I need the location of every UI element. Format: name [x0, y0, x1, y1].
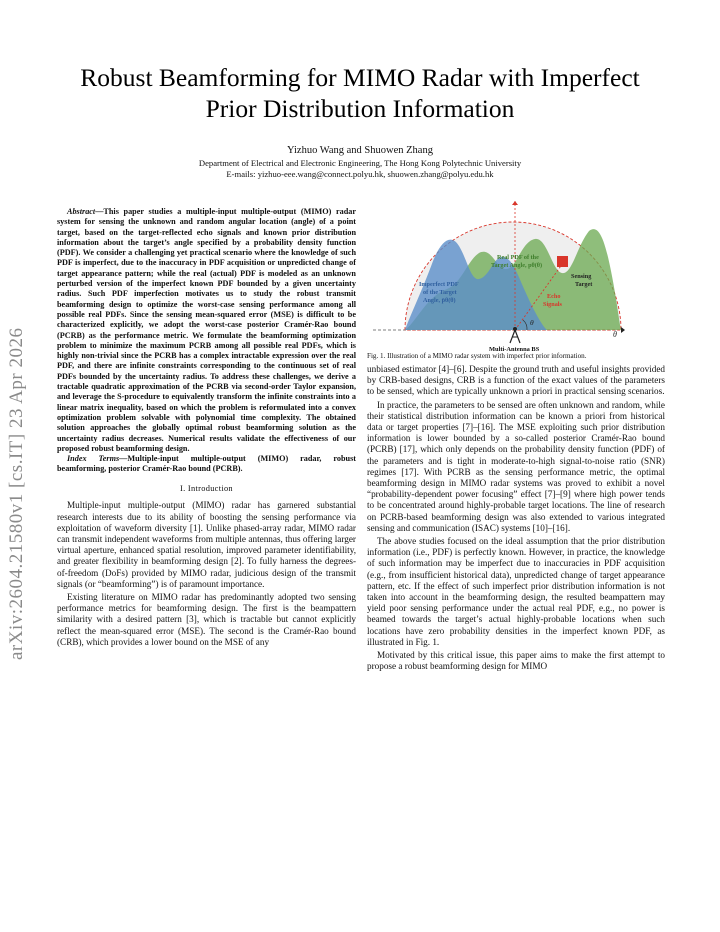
vertical-axis-arrow-icon: [512, 201, 518, 205]
echo-signals-label: Echo: [547, 293, 561, 300]
real-pdf-label: Real PDF of the: [497, 254, 539, 261]
figure-1: [367, 201, 665, 351]
index-terms-text: —Multiple-input multiple-output (MIMO) radar, robust beamforming, posterior Cramér-Rao bound (PCRB).: [57, 454, 357, 474]
arxiv-identifier: arXiv:2604.21580v1 [cs.IT] 23 Apr 2026: [6, 327, 27, 660]
abstract-text: —This paper studies a multiple-input multiple-output (MIMO) radar system for sensing the unknown and random angular location (angle) of a point target, based on the target-reflected echo signals and known prior distribution information about the target’s angle specified by a probability density function (PDF). We consider a challenging yet practical scenario where the knowledge of such PDF is imperfect, due to the inaccuracy in PDF acquisition or unpredicted change of target appearance pattern; while the real (actual) PDF is modeled as an unknown perturbed version of the imperfect known PDF bounded by a given uncertainty radius. Such PDF imperfection motivates us to study the robust transmit beamforming design to optimize the worst-case sensing performance among all possible real PDFs. Since the sensing mean-squared error (MSE) is difficult to be characterized explicitly, we adopt the worst-case posterior Cramér-Rao bound (PCRB) as the performance metric. We formulate the beamforming optimization problem to minimize the maximum PCRB among all possible real PDFs, which is highly non-trivial since the PCRB has a complex intractable expression over the real PDF, and there are infinite constraints corresponding to the continuous set of real PDFs bounded by the uncertainty radius. To address these challenges, we derive a tractable quadratic approximation of the PCRB via second-order Taylor expansion, and leverage the S-procedure to equivalently transform the infinite constraints into a linear matrix inequality, based on which the problem is reformulated into a convex optimization problem solvable with polynomial time complexity. The obtained solution approaches the globally optimal robust beamforming solution as the uncertainty radius decreases. Numerical results validate the effectiveness of our proposed robust beamforming design.: [57, 207, 356, 453]
right-paragraph-1: In practice, the parameters to be sensed are often unknown and random, while their statistical distribution information can be known a priori from historical data or target properties [7]–[16]. The MSE exploiting such prior distribution information is lower bounded by a so-called posterior Cramér-Rao bound (PCRB) [17], which only depends on the probability density function (PDF) of the parameters and is tight in moderate-to-high signal-to-noise ratio (SNR) regimes [17]. With PCRB as the sensing performance metric, the optimal beamforming design in MIMO radar systems was proved to exhibit a novel “probability-dependent power focusing” effect [7]–[9] where high power tends to be concentrated around highly-probable target locations. The line of research on PCRB-based beamforming design was also extended to various integrated sensing and communication (ISAC) systems [10]–[16].: [367, 399, 665, 533]
right-paragraph-3: Motivated by this critical issue, this paper aims to make the first attempt to propose a robust beamforming design for MIMO: [367, 650, 665, 672]
figure-1-illustration: [367, 201, 665, 351]
sensing-target-label-2: Target: [575, 281, 593, 288]
imperfect-pdf-label-2: of the Target: [423, 289, 457, 296]
sensing-target-icon: [557, 256, 568, 267]
abstract: [57, 207, 356, 454]
horizontal-axis-arrow-icon: [621, 327, 625, 333]
theta-axis-label: θ: [613, 330, 617, 339]
section-heading-introduction: I. Introduction: [180, 483, 233, 493]
intro-paragraph-1: Multiple-input multiple-output (MIMO) radar has garnered substantial research interests due to its ability of boosting the sensing performance via exploitation of waveform diversity [1]. Unlike phased-array radar, MIMO radar can transmit independent waveforms from multiple antennas, thus offering larger virtual aperture, enhanced spatial resolution, improved parameter identifiability, and greater flexibility in beamforming design [2]. To fully harness the degrees-of-freedom (DoFs) provided by MIMO radar, judicious design of the transmit signals (or “beamforming”) is of paramount importance.: [57, 500, 356, 589]
right-paragraph-2: The above studies focused on the ideal assumption that the prior distribution information (i.e., PDF) is perfectly known. However, in practice, the knowledge of such information may be imperfect due to inaccuracies in PDF acquisition (e.g., from insufficient historical data), unpredicted change of target appearance pattern, etc. If the effect of such imperfect prior distribution information is not taken into account in the beamforming design, the resulted beampattern may yield poor sensing performance under the actual real PDF, e.g., no power is beamed towards the target’s actual highly-probable locations when such locations have zero probability densities in the imperfect known PDF, as illustrated in Fig. 1.: [367, 536, 665, 647]
intro-paragraph-2: Existing literature on MIMO radar has predominantly adopted two sensing performance metrics for beamforming design. The first is the beampattern similarity with a desired pattern [3], which is tractable but cannot explicitly reflect the mean-squared error (MSE). The second is the Cramér-Rao bound (CRB), which provides a lower bound on the MSE of any: [57, 591, 356, 647]
imperfect-pdf-label-3: Angle, p̄θ(θ): [423, 297, 456, 304]
base-station-label: Multi-Antenna BS: [489, 346, 540, 351]
author-emails: E-mails: yizhuo-eee.wang@connect.polyu.hk, shuowen.zhang@polyu.edu.hk: [226, 168, 494, 179]
echo-signals-label-2: Signals: [543, 301, 562, 308]
sensing-target-label: Sensing: [571, 273, 592, 280]
affiliation-block: [60, 158, 660, 179]
index-terms-label: Index Terms: [67, 454, 120, 464]
abstract-label: Abstract: [67, 207, 96, 216]
paper-title: Robust Beamforming for MIMO Radar with Imperfect Prior Distribution Information: [80, 63, 640, 123]
affiliation: Department of Electrical and Electronic Engineering, The Hong Kong Polytechnic University: [198, 158, 522, 168]
imperfect-pdf-label: Imperfect PDF: [419, 281, 459, 288]
figure-1-caption: Fig. 1. Illustration of a MIMO radar system with imperfect prior information.: [367, 352, 587, 360]
author-list: Yizhuo Wang and Shuowen Zhang: [287, 145, 433, 156]
left-column: [57, 207, 356, 650]
right-column: [367, 201, 665, 674]
theta-label: θ: [530, 318, 534, 327]
right-paragraph-0: unbiased estimator [4]–[6]. Despite the ground truth and useful insights provided by CRB-based designs, CRB is a function of the exact values of the parameters to be sensed, which are typically unknown a priori in practical sensing scenarios.: [367, 364, 665, 397]
index-terms: [57, 454, 356, 475]
real-pdf-label-2: Target Angle, pθ(θ): [491, 262, 543, 269]
